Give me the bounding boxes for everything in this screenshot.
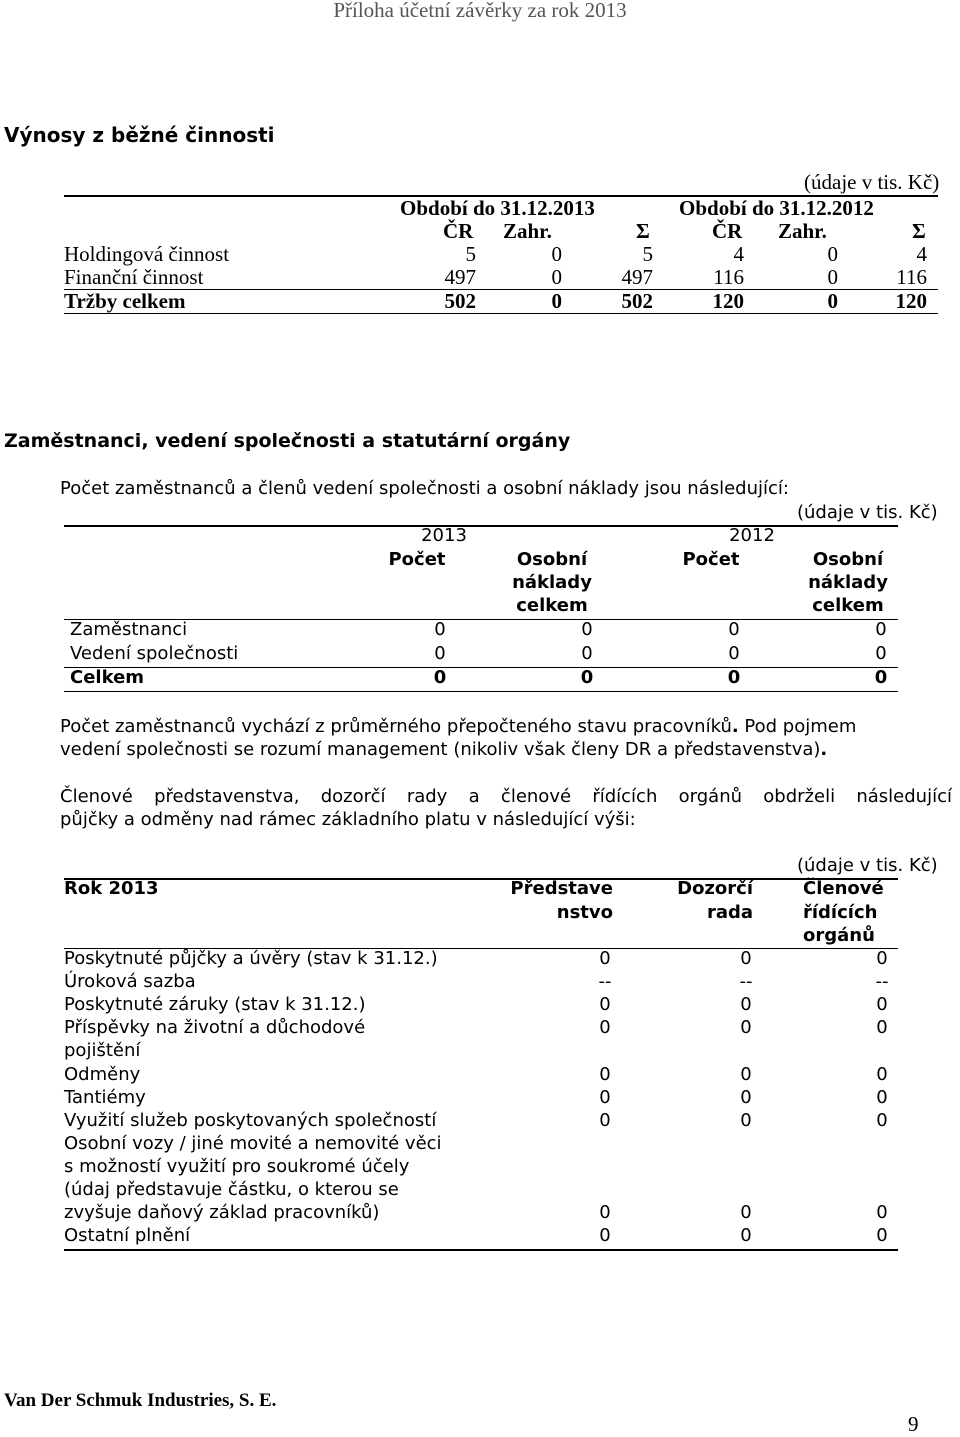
loans-cell: 0	[740, 1202, 752, 1223]
loans-row-label: Příspěvky na životní a důchodové	[64, 1017, 366, 1038]
employees-row-label: Vedení společnosti	[70, 643, 239, 664]
loans-cell: 0	[876, 1202, 888, 1223]
loans-row-label: pojištění	[64, 1040, 141, 1061]
loans-cell: 0	[599, 1087, 611, 1108]
loans-cell: 0	[599, 1225, 611, 1246]
employees-col-costs-2013-l1: Osobní	[516, 549, 588, 570]
revenue-cell: 497	[444, 265, 476, 289]
loans-cell: --	[875, 971, 889, 992]
employees-cell: 0	[875, 619, 887, 640]
revenue-col-zahr-2013: Zahr.	[503, 219, 552, 243]
revenue-cell: 0	[551, 265, 562, 289]
loans-col-members-l1: Členové	[803, 878, 884, 899]
loans-cell: --	[739, 971, 753, 992]
employees-col-costs-2012-l2: náklady	[808, 572, 888, 593]
employees-note-line-1	[60, 716, 856, 737]
revenue-row-label: Finanční činnost	[64, 265, 204, 289]
employees-total-rule	[64, 667, 898, 668]
employees-cell: 0	[434, 643, 446, 664]
note-text-a: vedení společnosti se rozumí management (nikoliv však členy DR a představenstva)	[60, 739, 821, 760]
loans-cell: 0	[599, 948, 611, 969]
revenue-cell: 116	[896, 265, 927, 289]
revenue-cell: 116	[713, 265, 744, 289]
employees-total-label: Celkem	[70, 667, 145, 688]
revenue-cell: 497	[621, 265, 653, 289]
employees-cell: 0	[581, 643, 593, 664]
loans-cell: 0	[599, 1064, 611, 1085]
employees-year-2012: 2012	[729, 525, 775, 546]
employees-row-label: Zaměstnanci	[70, 619, 188, 640]
loans-cell: 0	[599, 1202, 611, 1223]
loans-row-label: s možností využití pro soukromé účely	[64, 1156, 410, 1177]
loans-cell: 0	[876, 948, 888, 969]
loans-cell: 0	[876, 1110, 888, 1131]
employees-table-bottom-rule	[64, 691, 898, 692]
loans-row-label: (údaj představuje částku, o kterou se	[64, 1179, 399, 1200]
revenue-total-cell: 0	[551, 289, 562, 313]
employees-col-costs-2012-l1: Osobní	[812, 549, 884, 570]
loans-row-label: Osobní vozy / jiné movité a nemovité věci	[64, 1133, 442, 1154]
loans-cell: 0	[599, 1110, 611, 1131]
loans-cell: 0	[740, 1017, 752, 1038]
revenue-cell: 4	[916, 242, 927, 266]
employees-total-cell: 0	[580, 667, 594, 688]
benefits-paragraph-line-1: Členové představenstva, dozorčí rady a členové řídících orgánů obdrželi následující	[60, 786, 952, 807]
loans-cell: 0	[599, 1017, 611, 1038]
revenue-period-2013: Období do 31.12.2013	[400, 196, 595, 220]
loans-cell: 0	[599, 994, 611, 1015]
revenue-total-cell: 0	[827, 289, 838, 313]
employees-col-costs-2013-l3: celkem	[516, 595, 588, 616]
revenue-units-note: (údaje v tis. Kč)	[804, 170, 940, 194]
revenue-total-cell: 502	[621, 289, 653, 313]
note-dot: .	[731, 716, 739, 737]
loans-col-supervisory-l2: rada	[706, 902, 753, 923]
employees-year-2013: 2013	[421, 525, 467, 546]
loans-cell: 0	[740, 994, 752, 1015]
employees-heading: Zaměstnanci, vedení společnosti a statutární orgány	[4, 430, 571, 452]
loans-table-bottom-rule	[64, 1249, 898, 1251]
loans-row-label: Úroková sazba	[64, 971, 196, 992]
note-text-a: Počet zaměstnanců vychází z průměrného přepočteného stavu pracovníků	[60, 716, 732, 737]
loans-cell: 0	[876, 1087, 888, 1108]
revenue-cell: 5	[465, 242, 476, 266]
footer-company: Van Der Schmuk Industries, S. E.	[4, 1390, 277, 1411]
employees-col-costs-2012-l3: celkem	[812, 595, 884, 616]
employees-cell: 0	[875, 643, 887, 664]
loans-col-board-l1: Představe	[510, 878, 613, 899]
loans-row-label: Tantiémy	[64, 1087, 146, 1108]
employees-cell: 0	[434, 619, 446, 640]
revenue-heading: Výnosy z běžné činnosti	[4, 123, 275, 147]
revenue-cell: 0	[551, 242, 562, 266]
loans-col-members-l3: orgánů	[803, 925, 875, 946]
loans-row-label: Odměny	[64, 1064, 141, 1085]
employees-total-cell: 0	[727, 667, 741, 688]
loans-cell: 0	[740, 948, 752, 969]
employees-header-rule	[64, 619, 898, 620]
revenue-col-zahr-2012: Zahr.	[778, 219, 827, 243]
employees-intro: Počet zaměstnanců a členů vedení společnosti a osobní náklady jsou následující:	[60, 478, 789, 499]
document-header: Příloha účetní závěrky za rok 2013	[333, 0, 627, 22]
loans-cell: 0	[740, 1087, 752, 1108]
note-dot: .	[820, 739, 828, 760]
loans-col-members-l2: řídících	[803, 902, 878, 923]
employees-total-cell: 0	[874, 667, 888, 688]
revenue-col-cr-2013: ČR	[443, 219, 474, 243]
employees-note-line-2	[60, 739, 827, 760]
employees-cell: 0	[728, 643, 740, 664]
revenue-cell: 4	[733, 242, 744, 266]
revenue-cell: 5	[642, 242, 653, 266]
revenue-cell: 0	[827, 265, 838, 289]
loans-cell: --	[598, 971, 612, 992]
page-number: 9	[908, 1412, 919, 1436]
employees-cell: 0	[728, 619, 740, 640]
loans-col-supervisory-l1: Dozorčí	[677, 878, 753, 899]
loans-units-note: (údaje v tis. Kč)	[797, 855, 938, 876]
employees-cell: 0	[581, 619, 593, 640]
loans-cell: 0	[876, 1225, 888, 1246]
revenue-table-bottom-rule	[64, 313, 938, 314]
loans-row-label: zvyšuje daňový základ pracovníků)	[64, 1202, 380, 1223]
loans-col-year: Rok 2013	[64, 878, 159, 899]
loans-cell: 0	[876, 1064, 888, 1085]
employees-col-costs-2013-l2: náklady	[512, 572, 592, 593]
revenue-total-cell: 120	[895, 289, 927, 313]
note-text-b: Pod pojmem	[738, 716, 857, 737]
revenue-col-sum-2013: Σ	[636, 219, 650, 243]
employees-col-count-2012: Počet	[682, 549, 740, 570]
loans-cell: 0	[740, 1225, 752, 1246]
loans-row-label: Využití služeb poskytovaných společností	[64, 1110, 437, 1131]
revenue-cell: 0	[827, 242, 838, 266]
employees-total-cell: 0	[433, 667, 447, 688]
loans-col-board-l2: nstvo	[556, 902, 613, 923]
revenue-row-label: Holdingová činnost	[64, 242, 230, 266]
revenue-total-label: Tržby celkem	[64, 289, 186, 313]
loans-cell: 0	[876, 994, 888, 1015]
loans-row-label: Poskytnuté půjčky a úvěry (stav k 31.12.)	[64, 948, 438, 969]
benefits-paragraph-line-2: půjčky a odměny nad rámec základního platu v následující výši:	[60, 809, 636, 830]
loans-cell: 0	[740, 1110, 752, 1131]
employees-col-count-2013: Počet	[388, 549, 446, 570]
revenue-col-cr-2012: ČR	[712, 219, 743, 243]
loans-row-label: Poskytnuté záruky (stav k 31.12.)	[64, 994, 366, 1015]
revenue-period-2012: Období do 31.12.2012	[679, 196, 874, 220]
employees-units-note: (údaje v tis. Kč)	[797, 502, 938, 523]
revenue-total-cell: 120	[712, 289, 744, 313]
revenue-col-sum-2012: Σ	[912, 219, 926, 243]
loans-cell: 0	[740, 1064, 752, 1085]
loans-cell: 0	[876, 1017, 888, 1038]
revenue-total-cell: 502	[444, 289, 476, 313]
loans-row-label: Ostatní plnění	[64, 1225, 191, 1246]
